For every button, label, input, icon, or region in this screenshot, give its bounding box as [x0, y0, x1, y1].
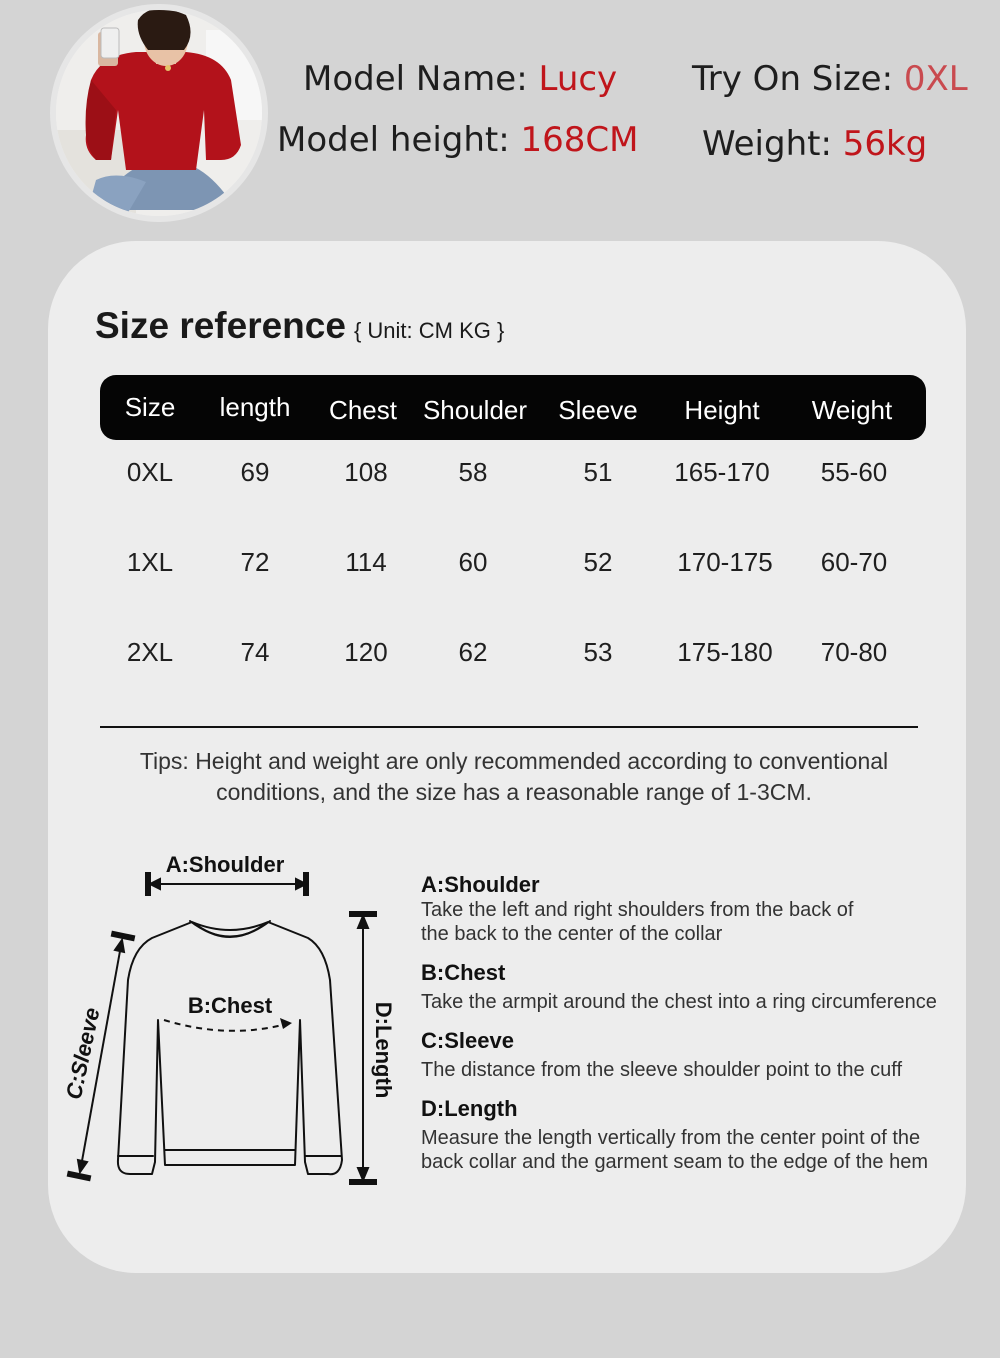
tips-text — [100, 746, 928, 808]
measurement-desc-line: Take the armpit around the chest into a ring circumference — [421, 991, 937, 1013]
header-size: Size — [124, 392, 176, 422]
model-height-label: Model height: — [277, 120, 521, 160]
model-height — [277, 120, 639, 160]
measurement-shoulder — [421, 872, 966, 946]
diagram-chest-label: B:Chest — [187, 993, 273, 1018]
table-cell: 1XL — [126, 547, 174, 577]
measurement-desc-line: the back to the center of the collar — [421, 923, 723, 945]
measurement-title: D:Length — [421, 1096, 518, 1121]
size-reference-unit: { Unit: CM KG } — [353, 318, 505, 343]
measurement-title: A:Shoulder — [421, 872, 540, 897]
diagram-sleeve-label: C:Sleeve — [60, 1005, 105, 1102]
measurement-desc-line: The distance from the sleeve shoulder point to the cuff — [421, 1059, 903, 1081]
model-weight-label: Weight: — [702, 124, 843, 164]
model-name — [303, 59, 617, 99]
table-cell: 53 — [583, 637, 613, 667]
try-on-size-value: 0XL — [903, 59, 968, 99]
header-weight: Weight — [811, 395, 893, 425]
measurement-title: C:Sleeve — [421, 1028, 514, 1053]
header-chest: Chest — [329, 395, 397, 425]
header-shoulder: Shoulder — [422, 395, 528, 425]
table-cell: 2XL — [126, 637, 174, 667]
table-divider — [100, 726, 918, 728]
model-photo — [56, 10, 262, 216]
size-reference-title — [95, 305, 504, 347]
try-on-size-label: Try On Size: — [692, 59, 904, 99]
table-cell: 55-60 — [820, 457, 888, 487]
table-cell: 60 — [458, 547, 488, 577]
tips-line-1: Tips: Height and weight are only recommended according to conventional — [139, 748, 889, 774]
measurement-length — [421, 1096, 966, 1174]
table-cell: 70-80 — [820, 637, 888, 667]
diagram-shoulder-label: A:Shoulder — [165, 852, 285, 877]
table-cell: 175-180 — [677, 637, 773, 667]
table-cell: 58 — [458, 457, 488, 487]
measurement-desc-line: back collar and the garment seam to the edge of the hem — [421, 1151, 928, 1173]
model-weight-value: 56kg — [842, 124, 928, 164]
model-info-header — [0, 0, 1000, 230]
sweater-outline — [118, 922, 342, 1174]
model-photo-image — [56, 10, 262, 216]
table-cell: 51 — [583, 457, 613, 487]
model-name-label: Model Name: — [303, 59, 539, 99]
table-cell: 165-170 — [674, 457, 770, 487]
header-height: Height — [684, 395, 760, 425]
model-name-value: Lucy — [538, 59, 618, 99]
table-cell: 74 — [240, 637, 270, 667]
table-cell: 170-175 — [677, 547, 773, 577]
collar-outer — [190, 921, 270, 937]
measurement-chest — [421, 960, 966, 1014]
size-table-header — [100, 375, 926, 440]
table-cell: 120 — [344, 637, 388, 667]
model-weight — [702, 124, 927, 164]
header-length: length — [219, 392, 291, 422]
sweater-diagram-svg — [40, 840, 400, 1200]
table-cell: 60-70 — [820, 547, 888, 577]
table-cell: 108 — [344, 457, 388, 487]
diagram-length-label: D:Length — [371, 1001, 396, 1099]
sweater-measurement-diagram — [40, 840, 400, 1200]
size-reference-heading: Size reference — [95, 305, 346, 346]
table-cell: 62 — [458, 637, 488, 667]
table-cell: 72 — [240, 547, 270, 577]
try-on-size — [692, 59, 968, 99]
measurement-sleeve — [421, 1028, 966, 1082]
table-cell: 69 — [240, 457, 270, 487]
tips-line-2: conditions, and the size has a reasonable range of 1-3CM. — [216, 779, 812, 805]
header-sleeve: Sleeve — [558, 395, 638, 425]
table-cell: 0XL — [126, 457, 174, 487]
measurement-desc-line: Take the left and right shoulders from the back of — [421, 899, 854, 921]
table-cell: 52 — [583, 547, 613, 577]
model-height-value: 168CM — [520, 120, 639, 160]
measurement-desc-line: Measure the length vertically from the center point of the — [421, 1127, 921, 1149]
table-cell: 114 — [345, 547, 387, 577]
measurement-title: B:Chest — [421, 960, 506, 985]
